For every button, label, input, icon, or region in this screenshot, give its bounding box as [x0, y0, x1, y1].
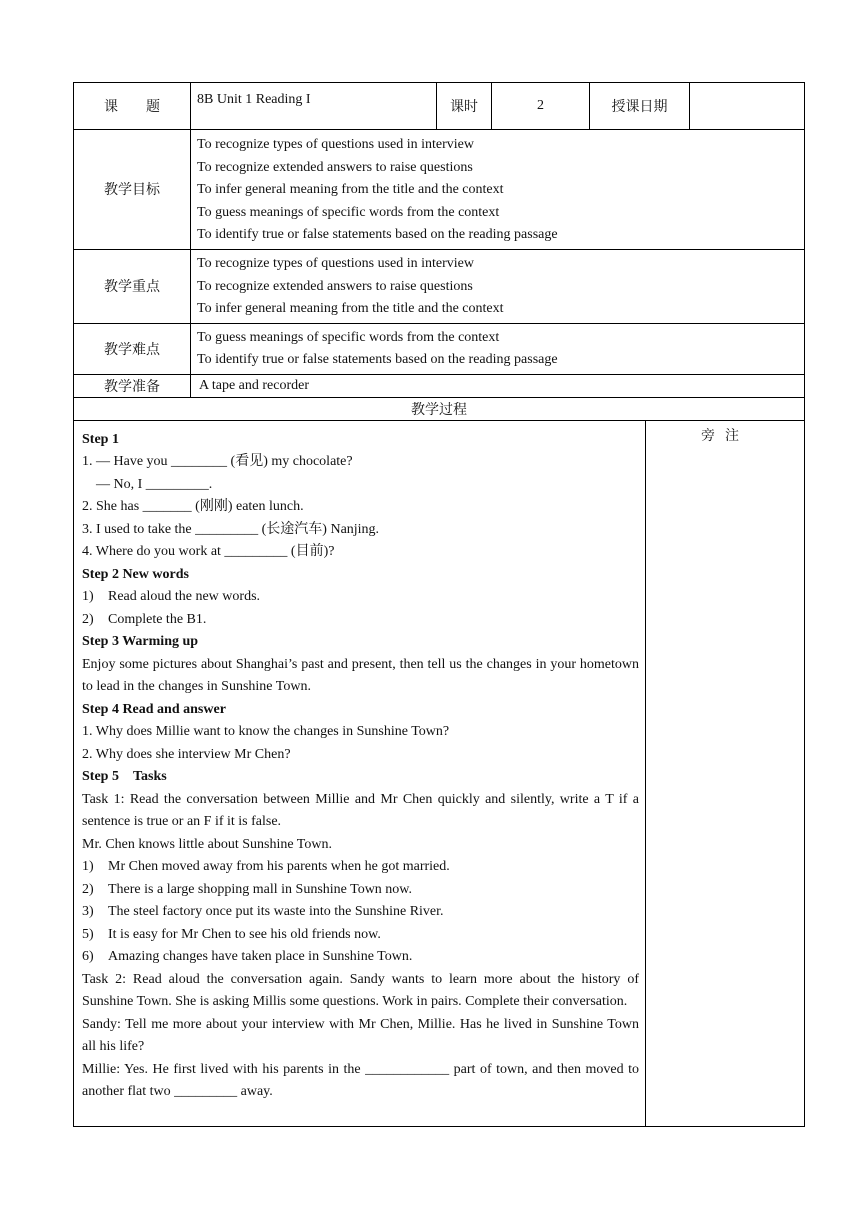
step1-item: 2. She has _______ (刚刚) eaten lunch. [82, 499, 304, 515]
list-text: Complete the B1. [108, 611, 207, 627]
dialogue-line: Sandy: Tell me more about your interview with Mr Chen, Millie. Has he lived in Sunshine Town all his life? [82, 1016, 639, 1055]
list-number: 6) [82, 949, 94, 965]
preparation-label: 教学准备 [74, 374, 191, 397]
step5-heading: Step 5 Tasks [82, 769, 167, 785]
dialogue-line: Millie: Yes. He first lived with his parents in the ____________ part of town, and then moved to another flat two _________ away. [82, 1061, 639, 1100]
task1-example: Mr. Chen knows little about Sunshine Town. [82, 836, 332, 852]
process-content [74, 420, 646, 1126]
step4-heading: Step 4 Read and answer [82, 701, 226, 717]
process-title-row [74, 397, 805, 420]
task1-item [82, 924, 639, 947]
list-text: Read aloud the new words. [108, 589, 261, 605]
key-point-line: To recognize types of questions used in interview [197, 255, 475, 271]
lesson-plan-sheet [73, 82, 804, 1127]
step3-text: Enjoy some pictures about Shanghai’s past and present, then tell us the changes in your hometown to lead in the changes in Sunshine Town. [82, 656, 639, 695]
key-point-line: To recognize extended answers to raise questions [197, 278, 473, 294]
difficulty-line: To identify true or false statements based on the reading passage [197, 352, 558, 368]
list-number: 5) [82, 926, 94, 942]
difficulties-content [191, 323, 805, 374]
task1-item [82, 946, 639, 969]
header-row [74, 83, 805, 130]
date-value [690, 83, 805, 130]
preparation-row [74, 374, 805, 397]
objective-line: To infer general meaning from the title and the context [197, 182, 504, 198]
preparation-value: A tape and recorder [191, 374, 805, 397]
difficulty-line: To guess meanings of specific words from the context [197, 329, 500, 345]
list-number: 2) [82, 881, 94, 897]
side-notes: 旁注 [646, 420, 805, 1126]
objectives-row [74, 130, 805, 250]
step1-item: 4. Where do you work at _________ (目前)? [82, 544, 335, 560]
key-point-line: To infer general meaning from the title and the context [197, 301, 504, 317]
step1-item: 1. — Have you ________ (看见) my chocolate? [82, 454, 353, 470]
step2-item [82, 609, 639, 632]
list-text: The steel factory once put its waste into the Sunshine River. [108, 904, 444, 920]
list-text: Amazing changes have taken place in Sunshine Town. [108, 949, 413, 965]
objective-line: To recognize types of questions used in interview [197, 137, 475, 152]
step1-item: — No, I _________. [96, 476, 213, 492]
list-number: 1) [82, 589, 94, 605]
step4-item: 1. Why does Millie want to know the changes in Sunshine Town? [82, 724, 450, 740]
objective-line: To recognize extended answers to raise questions [197, 159, 473, 175]
difficulties-row [74, 323, 805, 374]
list-text: It is easy for Mr Chen to see his old friends now. [108, 926, 381, 942]
task1-item [82, 856, 639, 879]
list-text: There is a large shopping mall in Sunshine Town now. [108, 881, 413, 897]
objective-line: To guess meanings of specific words from the context [197, 204, 500, 220]
key-points-content [191, 249, 805, 323]
process-title: 教学过程 [74, 397, 805, 420]
lesson-plan-table [73, 82, 805, 1127]
step2-heading: Step 2 New words [82, 566, 189, 582]
list-number: 1) [82, 859, 94, 875]
task2-text: Task 2: Read aloud the conversation again. Sandy wants to learn more about the history of Sunshine Town. She is asking Millis some questions. Work in pairs. Complete their conversation. [82, 971, 639, 1010]
step4-item: 2. Why does she interview Mr Chen? [82, 746, 291, 762]
task1-text: Task 1: Read the conversation between Millie and Mr Chen quickly and silently, write a T if a sentence is true or an F if it is false. [82, 791, 639, 830]
task1-item [82, 901, 639, 924]
step3-heading: Step 3 Warming up [82, 634, 199, 650]
topic-value: 8B Unit 1 Reading I [191, 83, 437, 130]
period-label: 课时 [437, 83, 492, 130]
period-value: 2 [492, 83, 590, 130]
key-points-row [74, 249, 805, 323]
difficulties-label: 教学难点 [74, 323, 191, 374]
step2-item [82, 586, 639, 609]
list-number: 3) [82, 904, 94, 920]
objectives-label: 教学目标 [74, 130, 191, 250]
process-body-row [74, 420, 805, 1126]
topic-label: 课 题 [74, 83, 191, 130]
objectives-content [191, 130, 805, 250]
task1-item [82, 879, 639, 902]
date-label: 授课日期 [590, 83, 690, 130]
key-points-label: 教学重点 [74, 249, 191, 323]
list-text: Mr Chen moved away from his parents when he got married. [108, 859, 450, 875]
objective-line: To identify true or false statements based on the reading passage [197, 227, 558, 243]
list-number: 2) [82, 611, 94, 627]
step1-item: 3. I used to take the _________ (长途汽车) Nanjing. [82, 521, 380, 537]
step1-heading: Step 1 [82, 431, 119, 447]
